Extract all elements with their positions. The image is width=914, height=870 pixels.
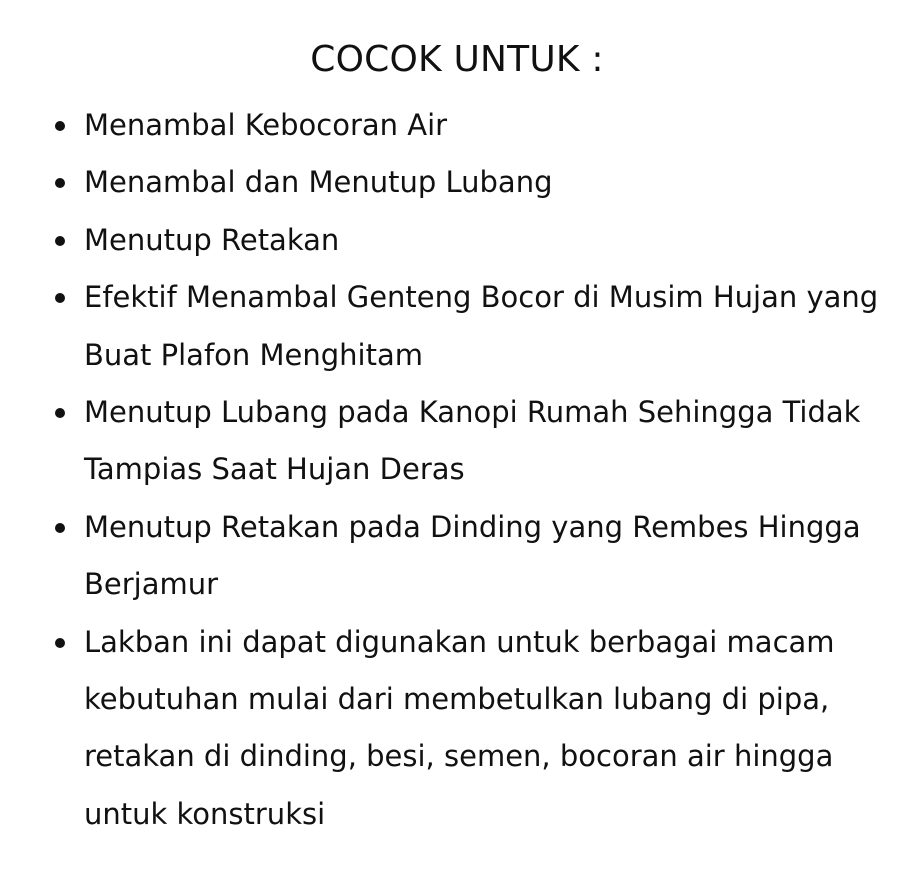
list-item-text: Efektif Menambal Genteng Bocor di Musim Hujan yang Buat Plafon Menghitam — [84, 280, 879, 372]
bullet-icon — [55, 638, 65, 648]
list-item — [84, 97, 884, 154]
bullet-icon — [55, 236, 65, 246]
bullet-icon — [55, 408, 65, 418]
list-item — [84, 154, 884, 211]
list-item — [84, 384, 884, 499]
bullet-icon — [55, 178, 65, 188]
list-item — [84, 499, 884, 614]
bullet-icon — [55, 121, 65, 131]
feature-list — [84, 97, 884, 843]
list-item-text: Menutup Lubang pada Kanopi Rumah Sehingga Tidak Tampias Saat Hujan Deras — [84, 395, 861, 487]
list-item-text: Menutup Retakan pada Dinding yang Rembes Hingga Berjamur — [84, 509, 861, 602]
page-title: COCOK UNTUK : — [310, 39, 604, 80]
list-item-text: Menambal dan Menutup Lubang — [84, 165, 553, 200]
list-item — [84, 212, 884, 269]
bullet-icon — [55, 523, 65, 533]
list-item-text: Menambal Kebocoran Air — [84, 108, 448, 142]
list-item-text: Menutup Retakan — [84, 222, 340, 257]
bullet-icon — [55, 293, 65, 303]
list-item — [84, 269, 884, 384]
list-item — [84, 614, 884, 844]
list-item-text: Lakban ini dapat digunakan untuk berbagai macam kebutuhan mulai dari membetulkan lubang di pipa, retakan di dinding, besi, semen, bocoran air hingga untuk konstruksi — [84, 624, 835, 831]
